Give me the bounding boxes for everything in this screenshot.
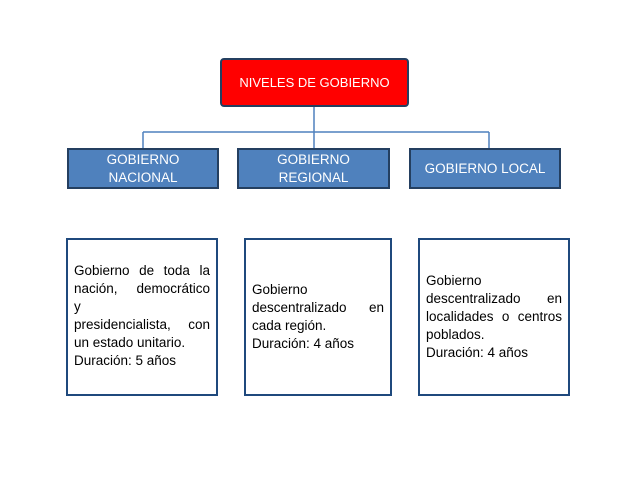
description-nacional-line-1: Gobierno de toda la: [74, 263, 210, 278]
description-local-line-3: localidades o centros: [426, 309, 562, 324]
description-box-local: [418, 238, 570, 396]
description-box-nacional: [66, 238, 218, 396]
description-regional-line-2: descentralizado en: [252, 300, 384, 315]
level-local-line-1: GOBIERNO LOCAL: [424, 160, 546, 176]
description-box-regional: [244, 238, 392, 396]
description-regional-line-1: Gobierno: [252, 282, 308, 297]
description-nacional-line-2: nación, democrático: [74, 281, 210, 296]
description-local-line-5: Duración: 4 años: [426, 345, 529, 360]
level-node-local: [409, 148, 561, 189]
level-node-regional: [237, 148, 390, 189]
description-regional-line-3: cada región.: [252, 318, 327, 333]
description-nacional-line-6: Duración: 5 años: [74, 353, 177, 368]
level-regional-line-1: GOBIERNO: [277, 151, 350, 167]
level-regional-line-2: REGIONAL: [278, 169, 349, 185]
description-local-line-4: poblados.: [426, 327, 485, 342]
description-nacional-line-3: y: [74, 299, 81, 314]
description-regional-line-4: Duración: 4 años: [252, 336, 355, 351]
root-node: [220, 58, 409, 107]
description-nacional-line-5: un estado unitario.: [74, 335, 186, 350]
level-nacional-line-1: GOBIERNO: [106, 151, 180, 167]
description-nacional-line-4: presidencialista, con: [74, 317, 210, 332]
description-local-line-1: Gobierno: [426, 273, 482, 288]
description-local-line-2: descentralizado en: [426, 291, 562, 306]
level-nacional-line-2: NACIONAL: [108, 169, 178, 185]
root-node-label: NIVELES DE GOBIERNO: [239, 75, 390, 90]
level-node-nacional: [67, 148, 219, 189]
